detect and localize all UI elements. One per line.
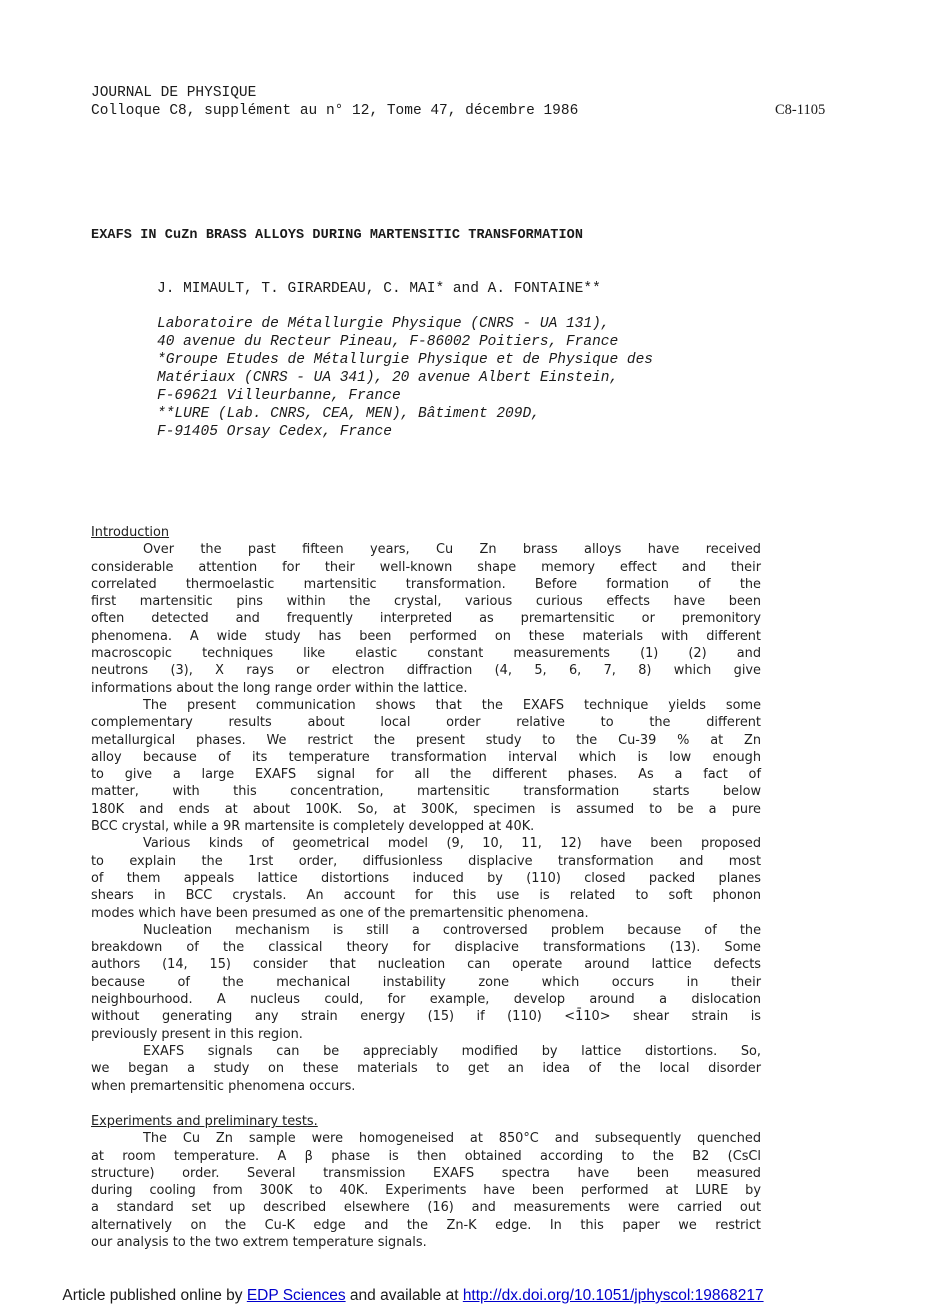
footer-middle: and available at — [345, 1287, 463, 1304]
experiments-section — [91, 1113, 761, 1251]
text-line: when premartensitic phenomena occurs. — [91, 1078, 356, 1094]
text-line: BCC crystal, while a 9R martensite is completely developped at 40K. — [91, 819, 535, 835]
text-line: alloy because of its temperature transformation interval which is low enough — [91, 749, 761, 765]
page-number: C8-1105 — [775, 102, 826, 118]
text-line: because of the mechanical instability zone which occurs in their — [91, 974, 761, 990]
affiliation-line: Matériaux (CNRS - UA 341), 20 avenue Albert Einstein, — [157, 370, 619, 386]
affiliation-line: F-69621 Villeurbanne, France — [157, 388, 401, 404]
text-line: first martensitic pins within the crystal, various curious effects have been — [91, 594, 761, 610]
text-line: The Cu Zn sample were homogeneised at 850°C and subsequently quenched — [143, 1131, 761, 1147]
text-line: matter, with this concentration, martensitic transformation starts below — [91, 784, 761, 800]
affiliation-line: Laboratoire de Métallurgie Physique (CNRS - UA 131), — [157, 316, 610, 332]
text-line: to give a large EXAFS signal for all the different phases. As a fact of — [91, 767, 761, 783]
text-line: macroscopic techniques like elastic constant measurements (1) (2) and — [91, 646, 761, 662]
text-line: neighbourhood. A nucleus could, for example, develop around a dislocation — [91, 992, 761, 1008]
affiliation-line: **LURE (Lab. CNRS, CEA, MEN), Bâtiment 209D, — [157, 406, 540, 422]
text-line: modes which have been presumed as one of the premartensitic phenomena. — [91, 905, 589, 921]
text-line: Various kinds of geometrical model (9, 10, 11, 12) have been proposed — [143, 836, 761, 852]
affiliation-line: 40 avenue du Recteur Pineau, F-86002 Poitiers, France — [157, 334, 619, 350]
text-line: often detected and frequently interpreted as premartensitic or premonitory — [91, 611, 761, 627]
text-line: of them appeals lattice distortions induced by (110) closed packed planes — [91, 870, 761, 886]
text-line: without generating any strain energy (15) if (110) <1̄10> shear strain is — [91, 1009, 761, 1025]
text-line: metallurgical phases. We restrict the present study to the Cu-39 % at Zn — [91, 732, 761, 748]
author-list: J. MIMAULT, T. GIRARDEAU, C. MAI* and A. FONTAINE** — [157, 281, 601, 297]
text-line: phenomena. A wide study has been performed on these materials with different — [91, 628, 761, 644]
text-line: alternatively on the Cu-K edge and the Zn-K edge. In this paper we restrict — [91, 1217, 761, 1233]
experiments-body — [91, 1130, 761, 1251]
text-line: neutrons (3), X rays or electron diffraction (4, 5, 6, 7, 8) which give — [91, 663, 761, 679]
text-line: correlated thermoelastic martensitic transformation. Before formation of the — [91, 576, 761, 592]
text-line: considerable attention for their well-known shape memory effect and their — [91, 559, 761, 575]
affiliations — [157, 315, 653, 441]
text-line: structure) order. Several transmission EXAFS spectra have been measured — [91, 1165, 761, 1181]
text-line: EXAFS signals can be appreciably modified by lattice distortions. So, — [143, 1043, 761, 1059]
journal-header — [91, 84, 578, 120]
publication-footer — [0, 1287, 826, 1305]
text-line: breakdown of the classical theory for displacive transformations (13). Some — [91, 940, 761, 956]
text-line: during cooling from 300K to 40K. Experiments have been performed at LURE by — [91, 1183, 761, 1199]
text-line: complementary results about local order relative to the different — [91, 715, 761, 731]
text-line: to explain the 1rst order, diffusionless displacive transformation and most — [91, 853, 761, 869]
publisher-link[interactable]: EDP Sciences — [246, 1287, 346, 1304]
section-heading-experiments: Experiments and preliminary tests. — [91, 1114, 318, 1129]
text-line: Nucleation mechanism is still a controversed problem because of the — [143, 922, 761, 938]
text-line: a standard set up described elsewhere (16) and measurements were carried out — [91, 1200, 761, 1216]
affiliation-line: *Groupe Etudes de Métallurgie Physique et de Physique des — [157, 352, 653, 368]
doi-link[interactable]: http://dx.doi.org/10.1051/jphyscol:19868217 — [462, 1287, 764, 1304]
paper-title: EXAFS IN CuZn BRASS ALLOYS DURING MARTENSITIC TRANSFORMATION — [91, 228, 584, 243]
footer-prefix: Article published online by — [62, 1287, 247, 1304]
text-line: our analysis to the two extrem temperature signals. — [91, 1235, 427, 1251]
text-line: at room temperature. A β phase is then obtained according to the B2 (CsCl — [91, 1148, 761, 1164]
section-heading-introduction: Introduction — [91, 525, 170, 540]
affiliation-line: F-91405 Orsay Cedex, France — [157, 424, 392, 440]
introduction-section — [91, 524, 761, 1095]
text-line: we began a study on these materials to get an idea of the local disorder — [91, 1061, 761, 1077]
text-line: The present communication shows that the EXAFS technique yields some — [143, 697, 761, 713]
text-line: informations about the long range order within the lattice. — [91, 680, 468, 696]
text-line: 180K and ends at about 100K. So, at 300K, specimen is assumed to be a pure — [91, 801, 761, 817]
introduction-body — [91, 541, 761, 1095]
text-line: shears in BCC crystals. An account for this use is related to soft phonon — [91, 888, 761, 904]
journal-name: JOURNAL DE PHYSIQUE — [91, 85, 257, 101]
text-line: Over the past fifteen years, Cu Zn brass alloys have received — [143, 542, 761, 558]
text-line: authors (14, 15) consider that nucleation can operate around lattice defects — [91, 957, 761, 973]
text-line: previously present in this region. — [91, 1026, 303, 1042]
journal-issue: Colloque C8, supplément au n° 12, Tome 47, décembre 1986 — [91, 103, 579, 119]
